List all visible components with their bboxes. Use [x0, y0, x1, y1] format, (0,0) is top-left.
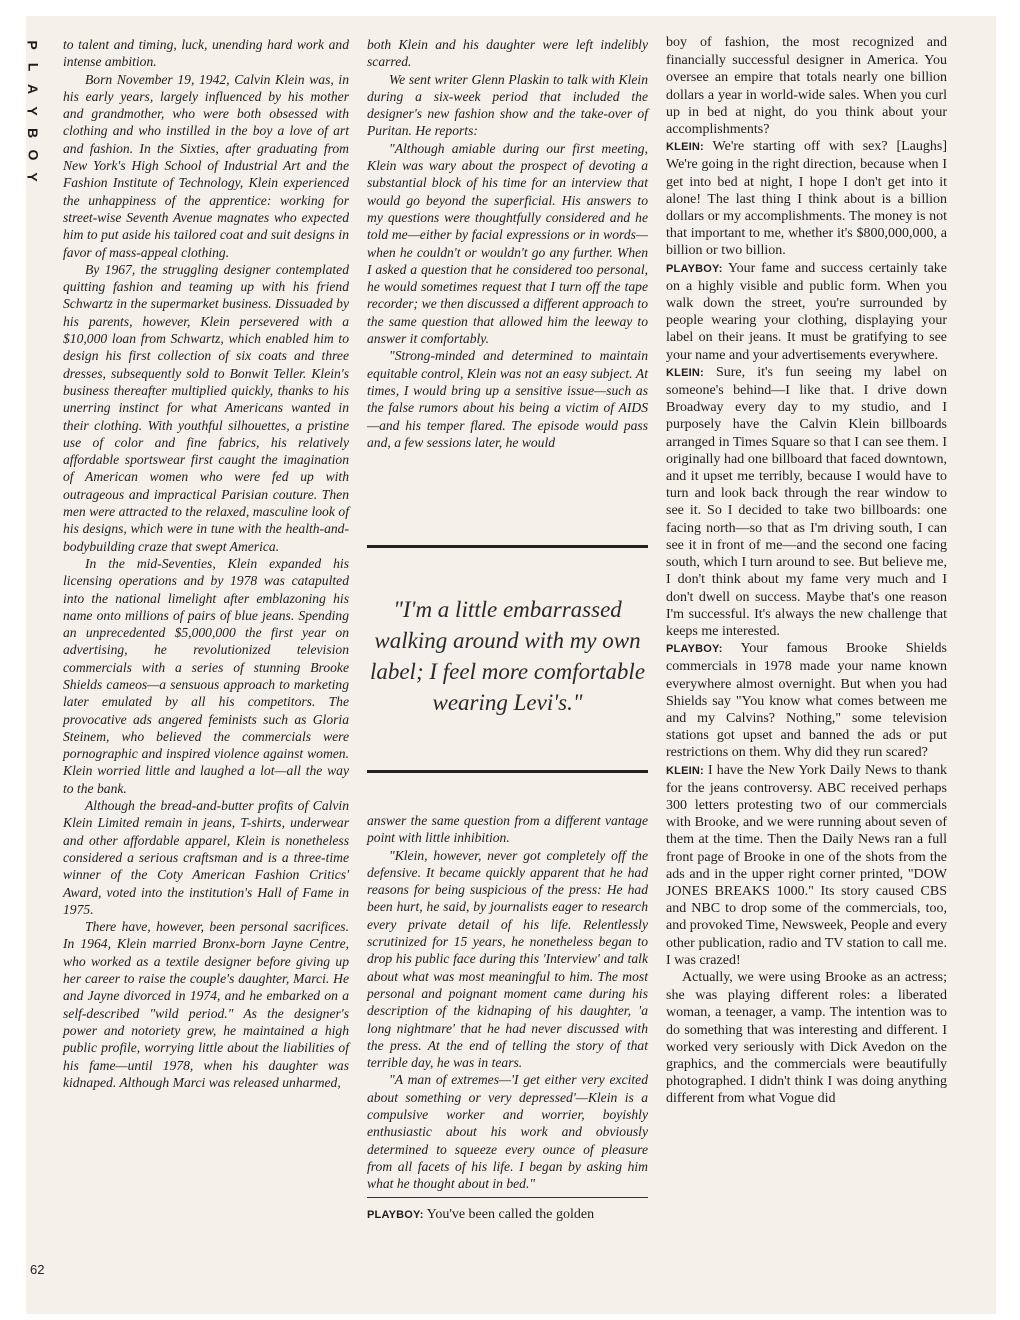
running-head-letter: Y [25, 172, 41, 182]
interview-text: You've been called the golden [426, 1206, 595, 1222]
running-head-letter: Y [25, 106, 41, 116]
paragraph: Born November 19, 1942, Calvin Klein was, in his early years, largely influenced by his mother and grandmother, who were both obsessed with clothing and who instilled in the boy a love of art and fashion. In the Sixties, after graduating from New York's High School of Industrial Art and the Fashion Institute of Technology, Klein experienced the unhappiness of the apprentice: working for street-wise Seventh Avenue magnates who expected him to put aside his tailored coat and suit designs in favor of mass-appeal clothing. [63, 71, 349, 260]
interview-text: Sure, it's fun seeing my label on someone's behind—I like that. I drive down Broadway every day to my studio, and I purposely have the Calvin Klein billboards arranged in Times Square so that I can see them. I originally had one billboard that faced downtown, and it upset me terribly, because I would have to turn and look back through the rear window to see it. So I decided to take two billboards: one facing north—so that as I'm driving south, I can see it in front of me—and the second one facing south, which I turn around to see. But believe me, I don't think about my fame very much and I don't dwell on success. Maybe that's one reason I'm successful. It's always the new challenge that keeps me interested. [666, 364, 948, 639]
interview-column-3 [666, 34, 947, 1108]
running-head-letter: O [24, 149, 41, 161]
speaker-label: KLEIN: [666, 366, 704, 379]
running-head-letter: A [25, 83, 41, 95]
speaker-label: PLAYBOY: [666, 262, 723, 275]
pull-quote: "I'm a little embarrassed walking around with my own label; I feel more comfortable wearing Levi's." [369, 597, 646, 715]
intro-column-1 [63, 36, 349, 1091]
running-head-letter: L [25, 62, 41, 72]
paragraph: "Although amiable during our first meeting, Klein was wary about the prospect of devoting a substantial block of his time for an interview that would go beyond the superficial. His answers to my questions were thoughtfully considered and he told me—either by facial expressions or in words—when he couldn't or wouldn't go any further. When I asked a question that he considered too personal, he would sometimes request that I turn off the tape recorder; we then discussed a different approach to the same question that allowed him the leeway to answer it comfortably. [367, 140, 648, 347]
paragraph: By 1967, the struggling designer contemplated quitting fashion and teaming up with his friend Schwartz in the supermarket business. Dissuaded by his parents, however, Klein persevered with a $10,000 loan from Schwartz, which enabled him to design his first collection of six coats and three dresses, subsequently sold to Bonwit Teller. Klein's business thereafter multiplied quickly, thanks to his unerring instinct for what Americans wanted in their clothing. With youthful silhouettes, a pristine use of color and fine fabrics, his relatively affordable sportswear first caught the imagination of American women who were fed up with outrageous and impractical Parisian couture. Then men were attracted to the relaxed, masculine look of his designs, which were in tune with the health-and-bodybuilding craze that swept America. [63, 261, 349, 554]
interview-text: boy of fashion, the most recognized and financially successful designer in America. You oversee an empire that totals nearly one billion dollars a year in world-wide sales. When you curl up in bed at night, do you think about your accomplishments? [666, 35, 947, 138]
pull-quote-box [367, 545, 648, 773]
pull-quote-bottom-rule [367, 770, 648, 773]
interview-paragraph [666, 260, 947, 364]
paragraph: "A man of extremes—'I get either very excited about something or very depressed'—Klein is a compulsive worker and worrier, boyishly enthusiastic about his work and obviously determined to squeeze every ounce of pleasure from all facets of his life. I began by asking him what he thought about in bed." [367, 1072, 648, 1192]
interview-paragraph [666, 762, 947, 969]
paragraph: We sent writer Glenn Plaskin to talk with Klein during a six-week period that included the designer's new fashion show and the take-over of Puritan. He reports: [367, 71, 648, 139]
interview-text: Your famous Brooke Shields commercials in 1978 made your name known everywhere almost overnight. But when you had Shields say "You know what comes between me and my Calvins? Nothing," some television stations got upset and banned the ads or put restrictions on them. Why did they run scared? [666, 641, 947, 761]
interview-paragraph [666, 34, 947, 138]
running-head [26, 38, 40, 184]
speaker-label: PLAYBOY: [367, 1208, 424, 1221]
interview-text: I have the New York Daily News to thank for the jeans controversy. ABC received perhaps 300 letters protesting two of our commercials with Brooke, and we were running about seven of them at the time. Then the Daily News ran a full front page of Brooke in one of the shots from the ads and in the upper right corner printed, "DOW JONES BREAKS 1000." Its story caused CBS and NBC to drop some of the commercials, too, and provoked Time, Newsweek, People and every other publication, radio and TV station to call me. I was crazed! [666, 762, 947, 968]
paragraph: There have, however, been personal sacrifices. In 1964, Klein married Bronx-born Jayne Centre, who worked as a textile designer before giving up her career to raise the couple's daughter, Marci. He and Jayne divorced in 1974, and he embarked on a self-described "wild period." As the designer's power and notoriety grew, he maintained a high public profile, worrying little about the liabilities of his fame—until 1978, when his daughter was kidnaped. Although Marci was released unharmed, [63, 919, 349, 1090]
paragraph: Although the bread-and-butter profits of Calvin Klein Limited remain in jeans, T-shirts, underwear and other affordable apparel, Klein is nonetheless considered a serious craftsman and is a three-time winner of the Coty American Fashion Critics' Award, voted into the institution's Hall of Fame in 1975. [63, 798, 349, 917]
interview-paragraph [666, 640, 947, 761]
interview-paragraph [666, 138, 947, 259]
pull-quote-top-rule [367, 545, 648, 548]
paragraph: both Klein and his daughter were left indelibly scarred. [367, 37, 648, 70]
paragraph: In the mid-Seventies, Klein expanded his licensing operations and by 1978 was catapulted into the national limelight after emblazoning his name onto millions of pairs of blue jeans. Spending an unprecedented $5,000,000 the first year on advertising, he revolutionized television commercials with a series of stunning Brooke Shields cameos—a sensuous approach to marketing later emulated by all his competitors. The provocative ads angered feminists such as Gloria Steinem, who believed the commercials were pornographic and inspired violence against women. Klein worried little and laughed a lot—all the way to the bank. [63, 555, 349, 796]
interview-text: We're starting off with sex? [Laughs] We're going in the right direction, because when I get into bed at night, I hope I don't get into it alone! The last thing I think about is a billion dollars or my accomplishments. The money is not that important to me, whether it's $800,000,000, a billion or two billion. [666, 139, 948, 259]
speaker-label: KLEIN: [666, 764, 704, 777]
paragraph: to talent and timing, luck, unending hard work and intense ambition. [63, 37, 349, 70]
intro-column-2-top [367, 36, 648, 451]
interview-text: Your fame and success certainly take on a highly visible and public form. When you walk down the street, you're surrounded by people wearing your clothing, displaying your label on their jeans. It must be gratifying to see your name and your advertisements everywhere. [666, 260, 947, 363]
interview-paragraph [666, 969, 947, 1108]
interview-start [367, 1206, 648, 1224]
section-divider [367, 1197, 648, 1198]
speaker-label: PLAYBOY: [666, 643, 723, 656]
intro-column-2-bottom [367, 812, 648, 1224]
running-head-letter: P [25, 40, 41, 50]
paragraph: "Strong-minded and determined to maintain equitable control, Klein was not an easy subject. At times, I would bring up a sensitive issue—such as the false rumors about his being a victim of AIDS—and his temper flared. The episode would pass and, a few sessions later, he would [367, 348, 648, 450]
interview-text: Actually, we were using Brooke as an actress; she was playing different roles: a liberated woman, a teenager, a vamp. The intention was to do something that was interesting and different. I worked very seriously with Dick Avedon on the graphics, and the commercials were beautifully photographed. I didn't think I was doing anything different from what Vogue did [666, 969, 947, 1107]
page-number: 62 [30, 1262, 45, 1277]
interview-paragraph [666, 364, 947, 640]
speaker-label: KLEIN: [666, 141, 704, 154]
paragraph: "Klein, however, never got completely off the defensive. It became quickly apparent that he had reasons for being suspicious of the press: He had been hurt, he said, by journalists eager to research every private detail of his life. Relentlessly scrutinized for 15 years, he nonetheless began to drop his public face during this 'Interview' and talk about what was most meaningful to him. The most personal and poignant moment came during his description of the kidnaping of his daughter, 'a long nightmare' that he had never discussed with the press. At the end of telling the story of that terrible day, he was in tears. [367, 847, 648, 1071]
paragraph: answer the same question from a different vantage point with little inhibition. [367, 813, 648, 846]
running-head-letter: B [25, 127, 41, 139]
